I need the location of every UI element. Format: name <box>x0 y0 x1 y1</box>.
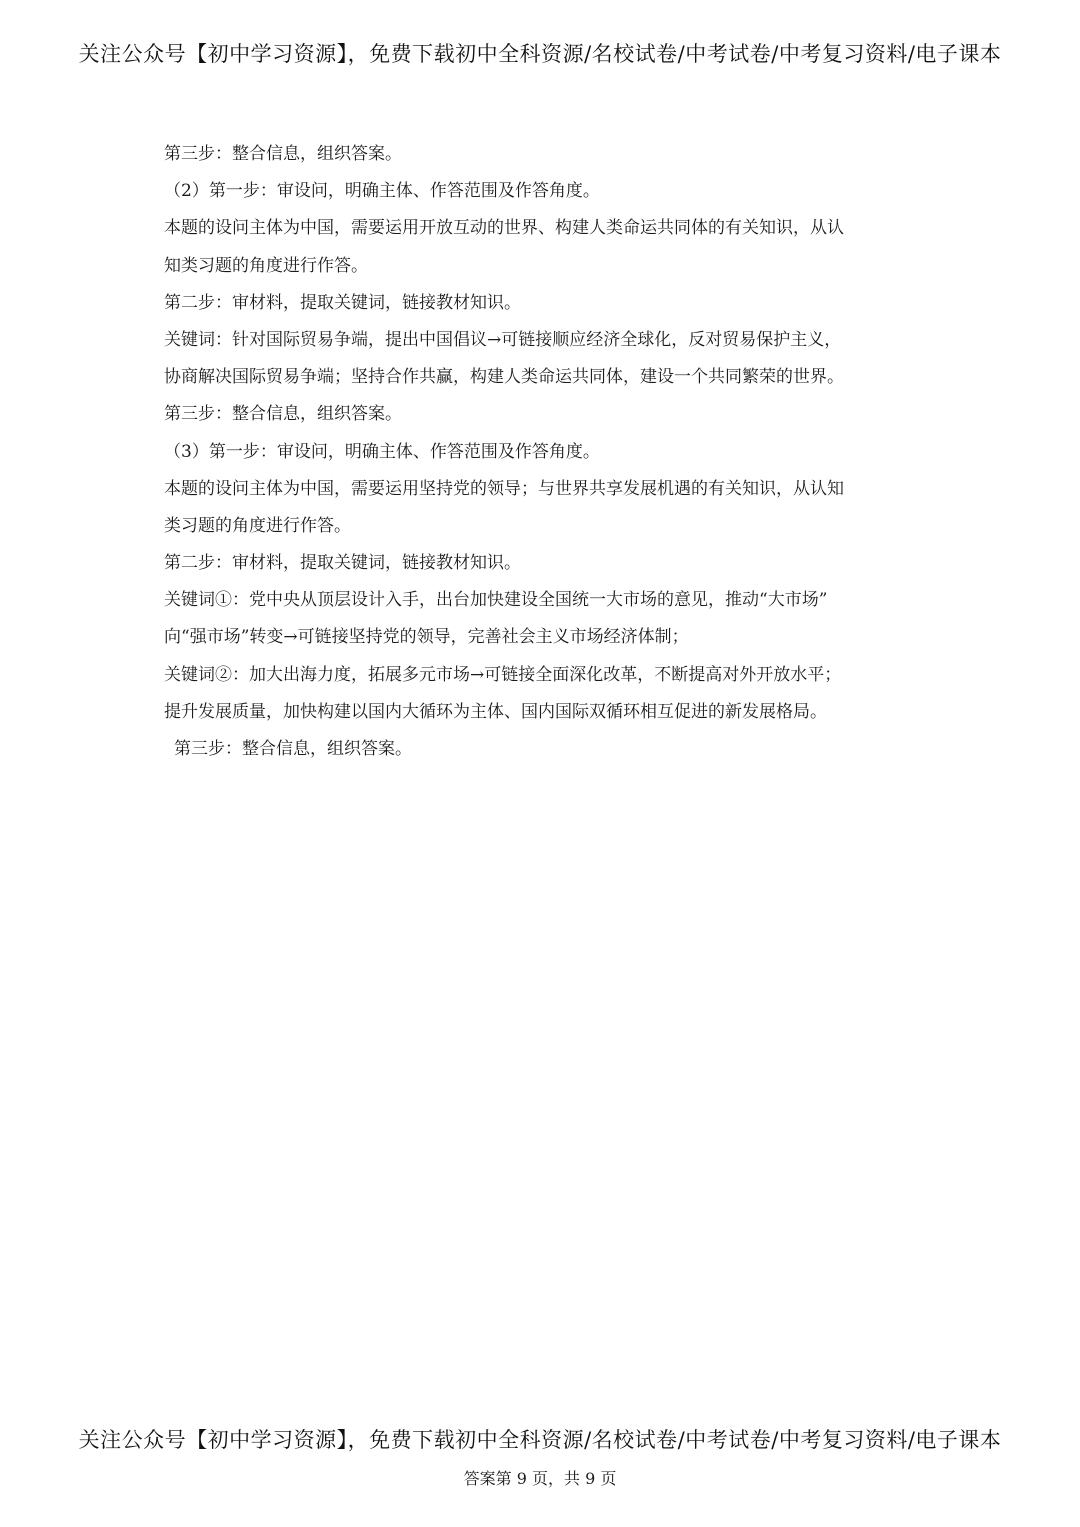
body-line: 提升发展质量，加快构建以国内大循环为主体、国内国际双循环相互促进的新发展格局。 <box>164 701 827 722</box>
body-line: 第二步：审材料，提取关键词，链接教材知识。 <box>164 553 521 574</box>
body-line: 关键词②：加大出海力度，拓展多元市场→可链接全面深化改革，不断提高对外开放水平； <box>164 664 842 685</box>
body-line: 协商解决国际贸易争端；坚持合作共赢，构建人类命运共同体，建设一个共同繁荣的世界。 <box>164 367 844 388</box>
footer-banner: 关注公众号【初中学习资源】，免费下载初中全科资源/名校试卷/中考试卷/中考复习资料/电子课本 <box>78 1428 1002 1452</box>
body-line: 知类习题的角度进行作答。 <box>164 255 368 276</box>
body-line: 向“强市场”转变→可链接坚持党的领导，完善社会主义市场经济体制； <box>164 627 689 648</box>
page-number: 答案第 9 页，共 9 页 <box>463 1469 617 1488</box>
body-line: 关键词①：党中央从顶层设计入手，出台加快建设全国统一大市场的意见，推动“大市场” <box>164 590 828 611</box>
body-line: 第二步：审材料，提取关键词，链接教材知识。 <box>164 292 521 313</box>
body-line: 关键词：针对国际贸易争端，提出中国倡议→可链接顺应经济全球化，反对贸易保护主义， <box>164 329 842 350</box>
body-line: 第三步：整合信息，组织答案。 <box>174 739 412 759</box>
header-banner: 关注公众号【初中学习资源】，免费下载初中全科资源/名校试卷/中考试卷/中考复习资料/电子课本 <box>78 42 1002 66</box>
body-line: 类习题的角度进行作答。 <box>164 515 351 536</box>
body-line: 第三步：整合信息，组织答案。 <box>164 404 402 425</box>
answer-body <box>164 140 924 772</box>
body-line: 本题的设问主体为中国，需要运用坚持党的领导；与世界共享发展机遇的有关知识，从认知 <box>164 478 844 499</box>
body-line: 本题的设问主体为中国，需要运用开放互动的世界、构建人类命运共同体的有关知识，从认 <box>164 218 844 239</box>
body-line: （2）第一步：审设问，明确主体、作答范围及作答角度。 <box>164 181 600 202</box>
body-line: 第三步：整合信息，组织答案。 <box>164 144 402 164</box>
body-line: （3）第一步：审设问，明确主体、作答范围及作答角度。 <box>164 441 600 462</box>
